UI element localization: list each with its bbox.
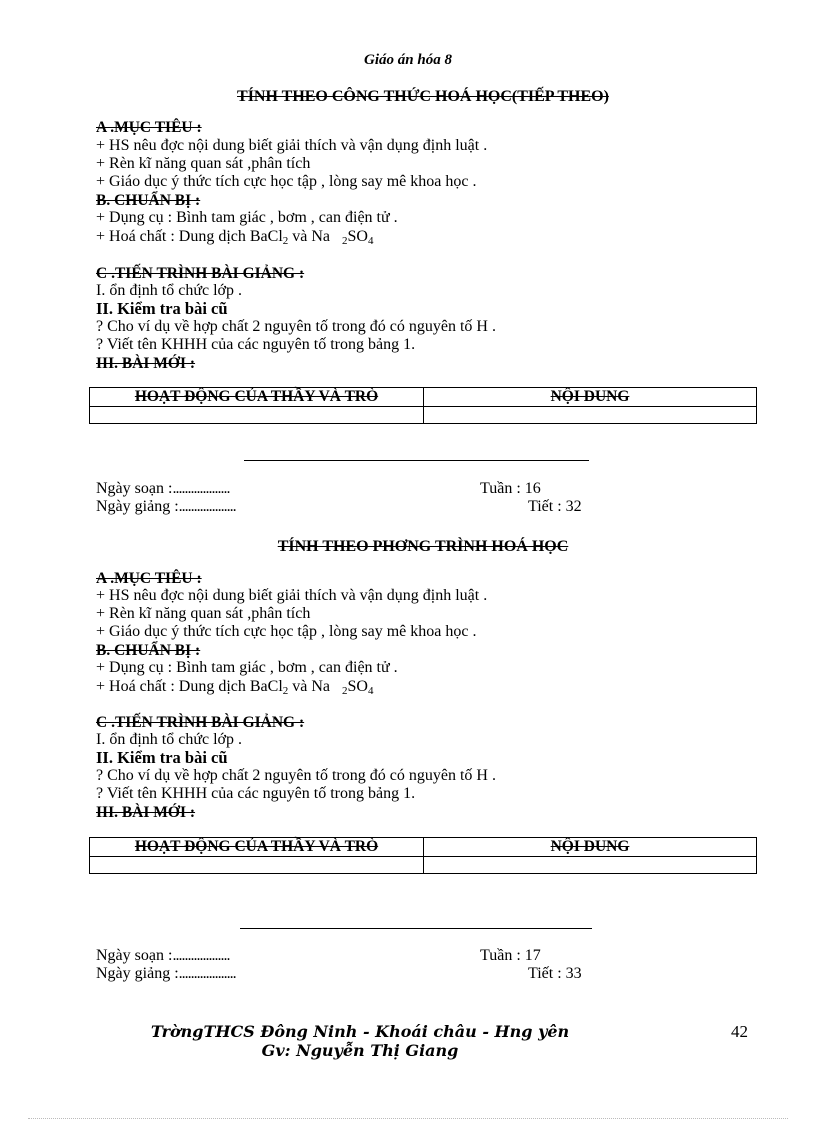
lesson-1-questions bbox=[96, 318, 496, 354]
page-bottom-border bbox=[28, 1118, 788, 1119]
objective-item: + Giáo dục ý thức tích cực học tập , lòng say mê khoa học . bbox=[96, 173, 477, 190]
lesson-1-step-1: I. ổn định tổ chức lớp . bbox=[96, 282, 242, 299]
schedule-1-ngay-soan: Ngày soạn :................... bbox=[96, 480, 230, 497]
lesson-2-prep-chemicals: + Hoá chất : Dung dịch BaCl$_2$ và Na $_2SO_4$ bbox=[96, 678, 374, 697]
lesson-1-objectives bbox=[96, 137, 487, 191]
lesson-2-step-1: I. ổn định tổ chức lớp . bbox=[96, 731, 242, 748]
objective-item: + HS nêu đợc nội dung biết giải thích và vận dụng định luật . bbox=[96, 587, 488, 604]
lesson-1-prep-chemicals: + Hoá chất : Dung dịch BaCl$_2$ và Na $_2SO_4$ bbox=[96, 228, 374, 247]
table-header-row bbox=[90, 388, 757, 407]
lesson-2-section-a: A .MỤC TIÊU : bbox=[96, 570, 202, 587]
page-header: Giáo án hóa 8 bbox=[364, 52, 452, 68]
question-item: ? Viết tên KHHH của các nguyên tố trong bảng 1. bbox=[96, 785, 416, 802]
lesson-1-section-b: B. CHUẨN BỊ : bbox=[96, 192, 201, 209]
footer-school: TrờngTHCS Đông Ninh - Khoái châu - Hng yên bbox=[150, 1022, 570, 1041]
lesson-2-prep-tools: + Dụng cụ : Bình tam giác , bơm , can điện tử . bbox=[96, 659, 398, 676]
table-header-activity: HOẠT ĐỘNG CỦA THẦY VÀ TRÒ bbox=[90, 838, 424, 857]
objective-item: + Rèn kĩ năng quan sát ,phân tích bbox=[96, 155, 311, 172]
lesson-1-title: TÍNH THEO CÔNG THỨC HOÁ HỌC(TIẾP THEO) bbox=[237, 88, 609, 105]
table-header-row bbox=[90, 838, 757, 857]
page-number: 42 bbox=[731, 1022, 748, 1041]
objective-item: + Giáo dục ý thức tích cực học tập , lòng say mê khoa học . bbox=[96, 623, 477, 640]
table-cell bbox=[424, 857, 757, 874]
lesson-1-section-c: C .TIẾN TRÌNH BÀI GIẢNG : bbox=[96, 265, 305, 282]
footer-teacher: Gv: Nguyễn Thị Giang bbox=[261, 1041, 459, 1060]
table-row bbox=[90, 857, 757, 874]
lesson-1-step-3: III. BÀI MỚI : bbox=[96, 355, 196, 372]
table-cell bbox=[90, 857, 424, 874]
lesson-2-section-b: B. CHUẨN BỊ : bbox=[96, 642, 201, 659]
lesson-separator bbox=[240, 928, 592, 929]
schedule-2-ngay-soan: Ngày soạn :................... bbox=[96, 947, 230, 964]
table-row bbox=[90, 407, 757, 424]
question-item: ? Viết tên KHHH của các nguyên tố trong bảng 1. bbox=[96, 336, 416, 353]
schedule-2-tuan: Tuần : 17 bbox=[480, 947, 541, 964]
objective-item: + Rèn kĩ năng quan sát ,phân tích bbox=[96, 605, 311, 622]
table-header-activity: HOẠT ĐỘNG CỦA THẦY VÀ TRÒ bbox=[90, 388, 424, 407]
schedule-1-tiet: Tiết : 32 bbox=[528, 498, 582, 515]
lesson-2-activity-table bbox=[89, 837, 757, 874]
schedule-1-ngay-giang: Ngày giảng :................... bbox=[96, 498, 236, 515]
table-cell bbox=[424, 407, 757, 424]
schedule-2-tiet: Tiết : 33 bbox=[528, 965, 582, 982]
lesson-2-objectives bbox=[96, 587, 487, 641]
schedule-1-tuan: Tuần : 16 bbox=[480, 480, 541, 497]
lesson-separator bbox=[244, 460, 589, 461]
table-header-content: NỘI DUNG bbox=[424, 388, 757, 407]
question-item: ? Cho ví dụ về hợp chất 2 nguyên tố trong đó có nguyên tố H . bbox=[96, 318, 496, 335]
lesson-2-step-3: III. BÀI MỚI : bbox=[96, 804, 196, 821]
lesson-2-step-2: II. Kiểm tra bài cũ bbox=[96, 748, 228, 767]
question-item: ? Cho ví dụ về hợp chất 2 nguyên tố trong đó có nguyên tố H . bbox=[96, 767, 496, 784]
table-cell bbox=[90, 407, 424, 424]
table-header-content: NỘI DUNG bbox=[424, 838, 757, 857]
lesson-2-title: TÍNH THEO PHƠNG TRÌNH HOÁ HỌC bbox=[277, 538, 569, 555]
objective-item: + HS nêu đợc nội dung biết giải thích và vận dụng định luật . bbox=[96, 137, 488, 154]
lesson-1-step-2: II. Kiểm tra bài cũ bbox=[96, 299, 228, 318]
lesson-1-prep-tools: + Dụng cụ : Bình tam giác , bơm , can điện tử . bbox=[96, 209, 398, 226]
lesson-1-activity-table bbox=[89, 387, 757, 424]
lesson-1-section-a: A .MỤC TIÊU : bbox=[96, 119, 202, 136]
lesson-2-questions bbox=[96, 767, 496, 803]
schedule-2-ngay-giang: Ngày giảng :................... bbox=[96, 965, 236, 982]
lesson-2-section-c: C .TIẾN TRÌNH BÀI GIẢNG : bbox=[96, 714, 305, 731]
